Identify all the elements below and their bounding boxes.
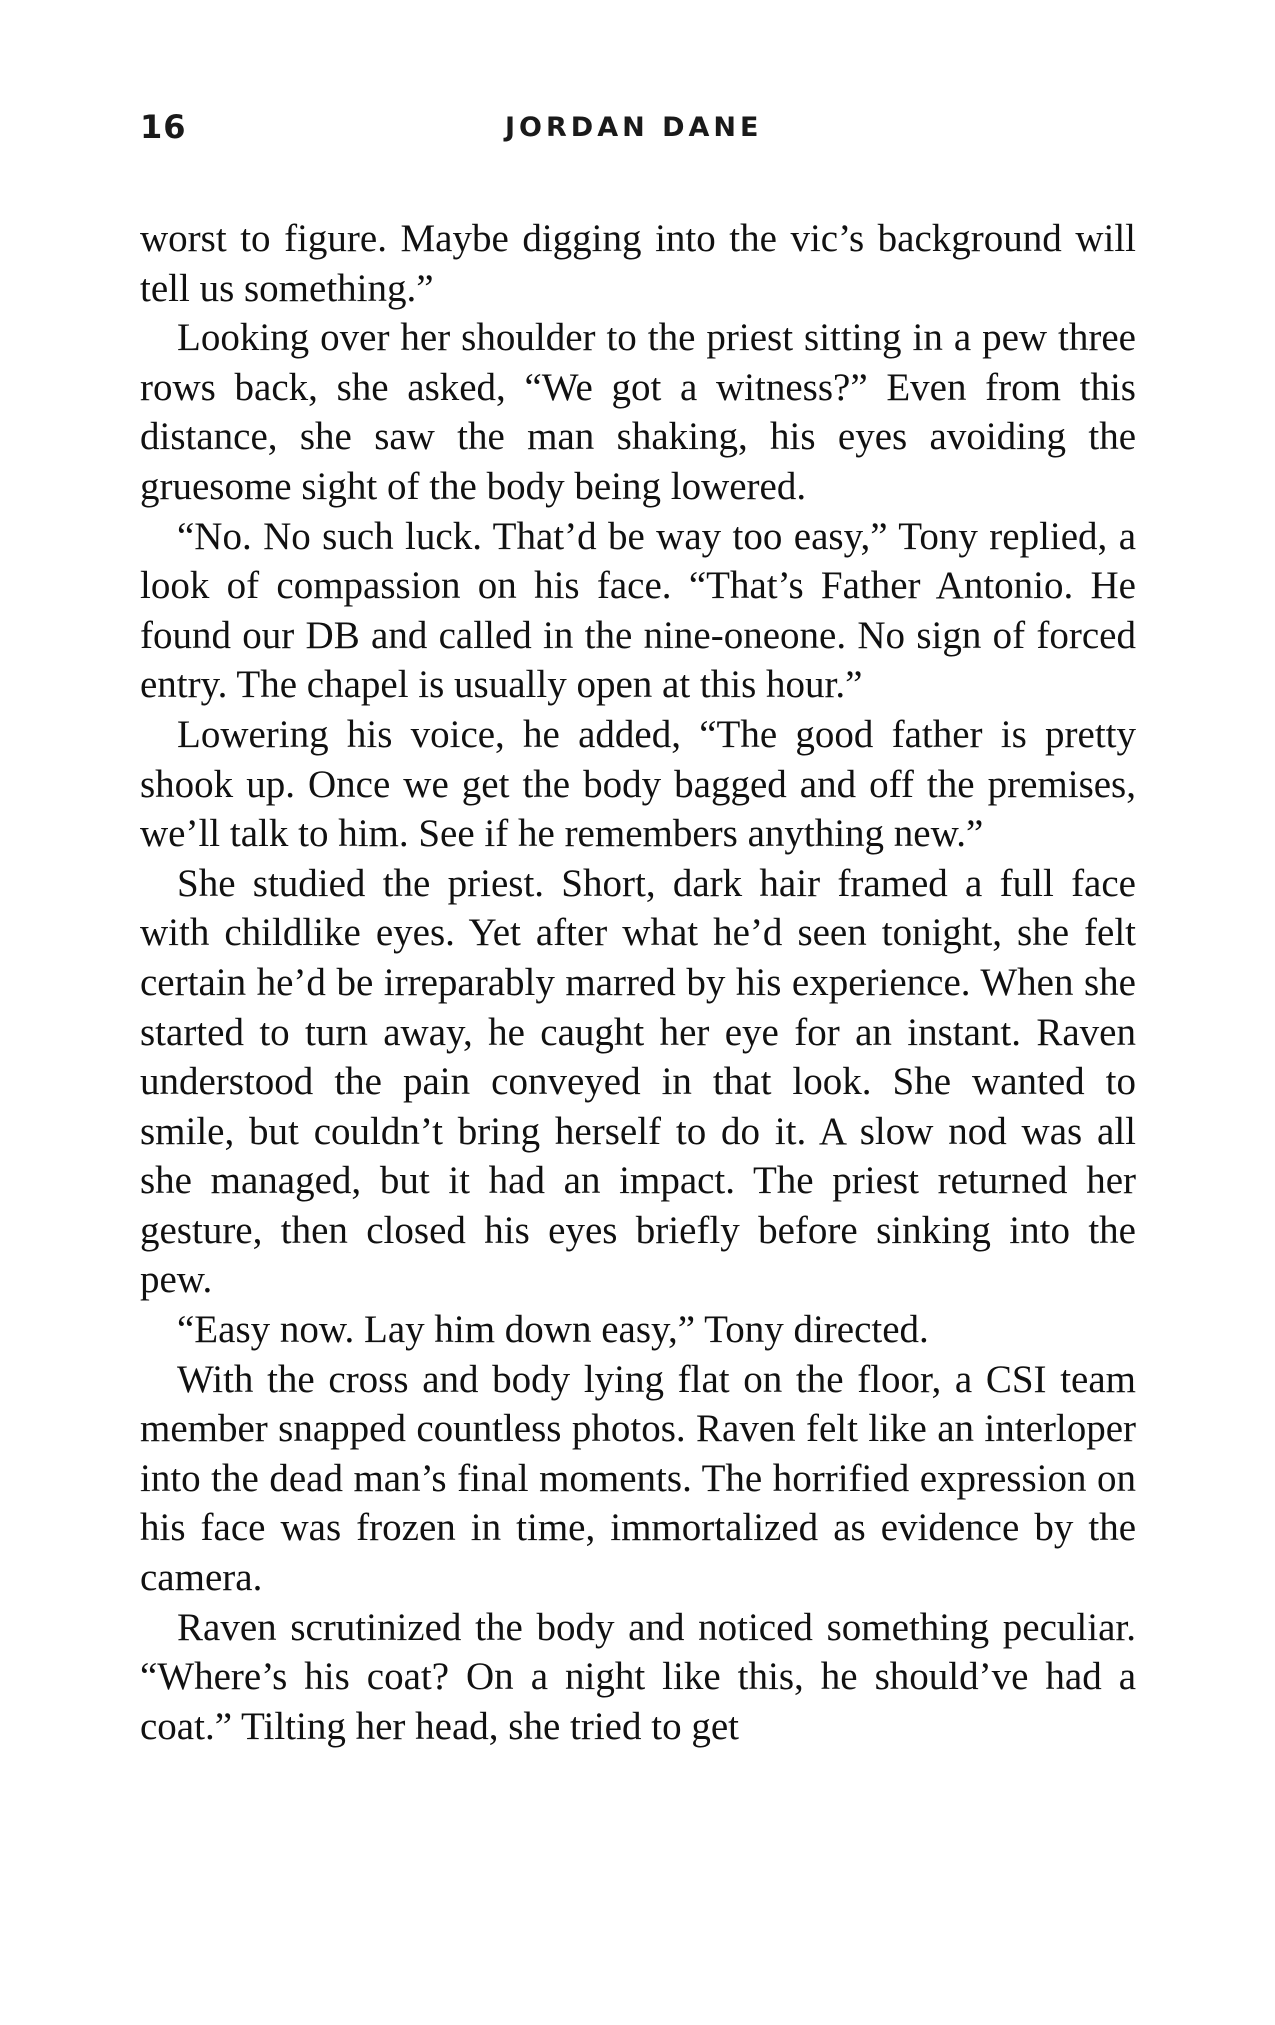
paragraph: Looking over her shoulder to the priest sitting in a pew three rows back, she asked, “We got a witness?” Even from this distance, she saw the man shaking, his eyes avoiding the gruesome sight of the body being lowered. bbox=[140, 316, 1136, 508]
paragraph: She studied the priest. Short, dark hair framed a full face with childlike eyes. Yet after what he’d seen tonight, she felt certain he’d be irreparably marred by his experience. When she started to turn away, he caught her eye for an instant. Raven understood the pain conveyed in that look. She wanted to smile, but couldn’t bring herself to do it. A slow nod was all she managed, but it had an impact. The priest returned her gesture, then closed his eyes briefly before sinking into the pew. bbox=[140, 861, 1136, 1302]
running-head bbox=[140, 108, 1130, 158]
page-number: 16 bbox=[140, 108, 187, 146]
paragraph: Lowering his voice, he added, “The good father is pretty shook up. Once we get the body bagged and off the premises, we’ll talk to him. See if he remembers anything new.” bbox=[140, 712, 1136, 856]
paragraph: With the cross and body lying flat on the floor, a CSI team member snapped countless photos. Raven felt like an interloper into the dead man’s final moments. The horrified expression on his face was frozen in time, immortalized as evidence by the camera. bbox=[140, 1357, 1136, 1600]
paragraph: worst to figure. Maybe digging into the vic’s background will tell us something.” bbox=[140, 217, 1136, 310]
paragraph: “No. No such luck. That’d be way too easy,” Tony replied, a look of compassion on his face. “That’s Father Antonio. He found our DB and called in the nine-oneone. No sign of forced entry. The chapel is usually open at this hour.” bbox=[140, 514, 1136, 707]
body-text bbox=[140, 214, 1136, 1751]
paragraph: “Easy now. Lay him down easy,” Tony directed. bbox=[177, 1308, 929, 1352]
author-name: JORDAN DANE bbox=[505, 112, 763, 143]
paragraph: Raven scrutinized the body and noticed something peculiar. “Where’s his coat? On a night like this, he should’ve had a coat.” Tilting her head, she tried to get bbox=[140, 1605, 1136, 1748]
